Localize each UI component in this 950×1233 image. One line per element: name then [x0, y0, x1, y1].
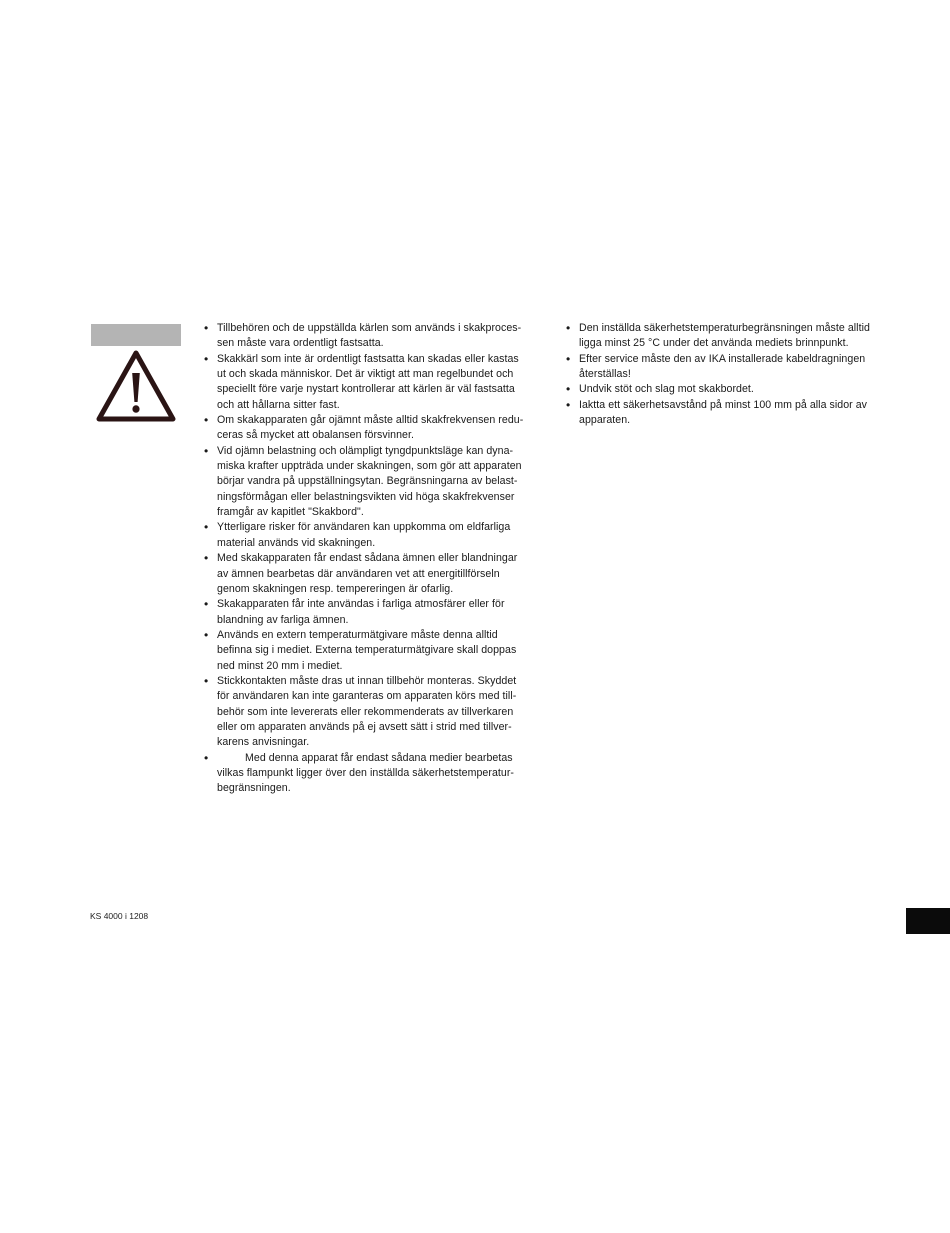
list-item-text: Med skakapparaten får endast sådana ämnen eller blandningar av ämnen bearbetas där användaren vet att energitillförseln genom skakningen resp. tempereringen är ofarlig. — [217, 552, 518, 595]
bullet-icon: • — [204, 597, 209, 612]
list-item — [204, 751, 550, 797]
list-item-text: Efter service måste den av IKA installerade kabeldragningen återställas! — [579, 352, 866, 381]
bullet-icon: • — [204, 673, 209, 688]
list-item-text: Ytterligare risker för användaren kan uppkomma om eldfarliga material används vid skakningen. — [217, 521, 511, 549]
list-item-text: Stickkontakten måste dras ut innan tillbehör monteras. Skyddet för användaren kan inte garanteras om apparaten körs med till- behör som inte levererats eller rekommenderats av tillverkaren eller om apparaten används på ej avsett sätt i strid med tillver- karens anvisningar. — [217, 674, 517, 749]
list-item — [566, 321, 906, 352]
safety-list-left — [204, 321, 550, 797]
list-item-text: Skakapparaten får inte användas i farliga atmosfärer eller för blandning av farliga ämnen. — [217, 598, 505, 626]
bullet-icon: • — [566, 351, 571, 366]
warning-triangle-icon — [96, 350, 176, 422]
list-item — [566, 398, 906, 429]
list-item-text: Skakkärl som inte är ordentligt fastsatta kan skadas eller kastas ut och skada människor. Det är viktigt att man regelbundet och speciellt före varje nystart kontrollerar att kärlen är väl fastsatta och att hållarna sitter fast. — [217, 352, 519, 411]
list-item-text: Iaktta ett säkerhetsavstånd på minst 100 mm på alla sidor av apparaten. — [579, 398, 867, 427]
bullet-icon: • — [204, 551, 209, 566]
list-item — [204, 597, 550, 628]
bullet-icon: • — [566, 382, 571, 397]
bullet-icon: • — [204, 351, 209, 366]
list-item — [204, 520, 550, 551]
list-item-text: Används en extern temperaturmätgivare måste denna alltid befinna sig i mediet. Externa temperaturmätgivare skall doppas ned minst 20 mm i mediet. — [217, 628, 517, 672]
list-item-text: Tillbehören och de uppställda kärlen som används i skakproces- sen måste vara ordentligt fastsatta. — [217, 322, 522, 350]
bullet-icon: • — [204, 627, 209, 642]
list-item — [204, 321, 550, 352]
bullet-icon: • — [204, 413, 209, 428]
list-item — [566, 382, 906, 397]
list-item — [204, 413, 550, 444]
list-item-text: Vid ojämn belastning och olämpligt tyngdpunktsläge kan dyna- miska krafter uppträda under skakningen, som gör att apparaten börjar vandra på uppställningsytan. Begränsningarna av belast- ningsförmågan eller belastningsvikten vid höga skakfrekvenser framgår av kapitlet "Skakbord". — [217, 444, 522, 519]
bullet-icon: • — [204, 520, 209, 535]
list-item — [204, 628, 550, 674]
list-item — [566, 352, 906, 383]
bullet-icon: • — [566, 321, 571, 335]
bullet-icon: • — [566, 397, 571, 412]
list-item-text: Den inställda säkerhetstemperaturbegränsningen måste alltid ligga minst 25 °C under det använda mediets brinnpunkt. — [579, 322, 870, 350]
list-item — [204, 352, 550, 413]
section-tab-marker — [906, 908, 950, 934]
bullet-icon: • — [204, 321, 209, 335]
section-marker-bar — [91, 324, 181, 346]
list-item-text: Undvik stöt och slag mot skakbordet. — [579, 383, 754, 396]
list-item — [204, 674, 550, 751]
safety-list-right — [566, 321, 906, 428]
list-item — [204, 444, 550, 521]
bullet-icon: • — [204, 443, 209, 458]
bullet-icon: • — [204, 750, 209, 765]
list-item-text: Om skakapparaten går ojämnt måste alltid skakfrekvensen redu- ceras så mycket att obalansen försvinner. — [217, 414, 524, 442]
list-item-text: Med denna apparat får endast sådana medier bearbetas vilkas flampunkt ligger över den inställda säkerhetstemperatur- begränsningen. — [217, 751, 514, 795]
footer-code: KS 4000 i 1208 — [90, 911, 149, 921]
list-item — [204, 551, 550, 597]
